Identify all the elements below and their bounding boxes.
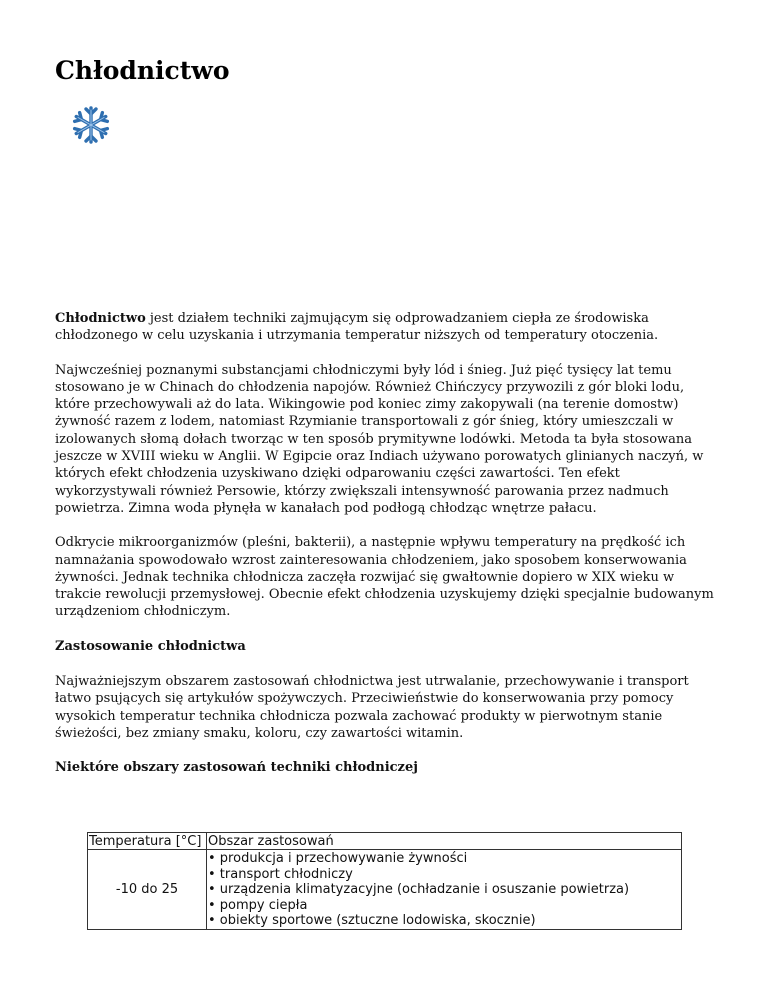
- history-paragraph: Najwcześniej poznanymi substancjami chłodniczymi były lód i śnieg. Już pięć tysięcy lat temu stosowano je w Chinach do chłodzenia napojów. Również Chińczycy przywozili z gór bloki lodu, które przechowywali aż do lata. Wikingowie pod koniec zimy zakopywali (na terenie domostw) żywność razem z lodem, natomiast Rzymianie transportowali z gór śnieg, który umieszczali w izolowanych słomą dołach tworząc w ten sposób prymitywne lodówki. Metoda ta była stosowana jeszcze w XVIII wieku w Anglii. W Egipcie oraz Indiach używano porowatych glinianych naczyń, w których efekt chłodzenia uzyskiwano dzięki odparowaniu części zawartości. Ten efekt wykorzystywali również Persowie, którzy zwiększali intensywność parowania przez nadmuch powietrza. Zimna woda płynęła w kanałach pod podłogą chłodząc wnętrze pałacu.: [55, 362, 704, 516]
- snowflake-icon: [68, 105, 114, 145]
- table-header-temperature: Temperatura [°C]: [88, 832, 207, 850]
- applications-table: [87, 832, 682, 930]
- intro-text: jest działem techniki zajmującym się odprowadzaniem ciepła ze środowiska chłodzonego w celu uzyskania i utrzymania temperatur niższych od temperatury otoczenia.: [55, 311, 659, 344]
- applications-paragraph: Najważniejszym obszarem zastosowań chłodnictwa jest utrwalanie, przechowywanie i transport łatwo psujących się artykułów spożywczych. Przeciwieństwie do konserwowania przy pomocy wysokich temperatur technika chłodnicza pozwala zachować produkty w pierwotnym stanie świeżości, bez zmiany smaku, koloru, czy zawartości witamin.: [55, 674, 689, 741]
- section-heading-areas: Niektóre obszary zastosowań techniki chłodniczej: [55, 760, 418, 776]
- intro-paragraph: [55, 310, 715, 345]
- table-cell-areas: [207, 850, 682, 930]
- section-heading-applications: Zastosowanie chłodnictwa: [55, 638, 246, 654]
- table-header-row: [88, 832, 682, 850]
- list-item: • pompy ciepła: [208, 897, 308, 913]
- microorganisms-paragraph: Odkrycie mikroorganizmów (pleśni, bakterii), a następnie wpływu temperatury na prędkość ich namnażania spowodowało wzrost zainteresowania chłodzeniem, jako sposobem konserwowania żywności. Jednak technika chłodnicza zaczęła rozwijać się gwałtownie dopiero w XIX wieku w trakcie rewolucji przemysłowej. Obecnie efekt chłodzenia uzyskujemy dzięki specjalnie budowanym urządzeniom chłodniczym.: [55, 535, 714, 620]
- intro-term: Chłodnictwo: [55, 311, 146, 326]
- list-item: • urządzenia klimatyzacyjne (ochładzanie i osuszanie powietrza): [208, 882, 630, 898]
- table-header-area: Obszar zastosowań: [207, 832, 682, 850]
- table-cell-temperature: -10 do 25: [88, 850, 207, 930]
- list-item: • produkcja i przechowywanie żywności: [208, 851, 468, 867]
- table-row: [88, 850, 682, 930]
- page-title: Chłodnictwo: [55, 56, 230, 85]
- article-body: [55, 310, 715, 930]
- list-item: • transport chłodniczy: [208, 866, 353, 882]
- list-item: • obiekty sportowe (sztuczne lodowiska, skocznie): [208, 913, 536, 929]
